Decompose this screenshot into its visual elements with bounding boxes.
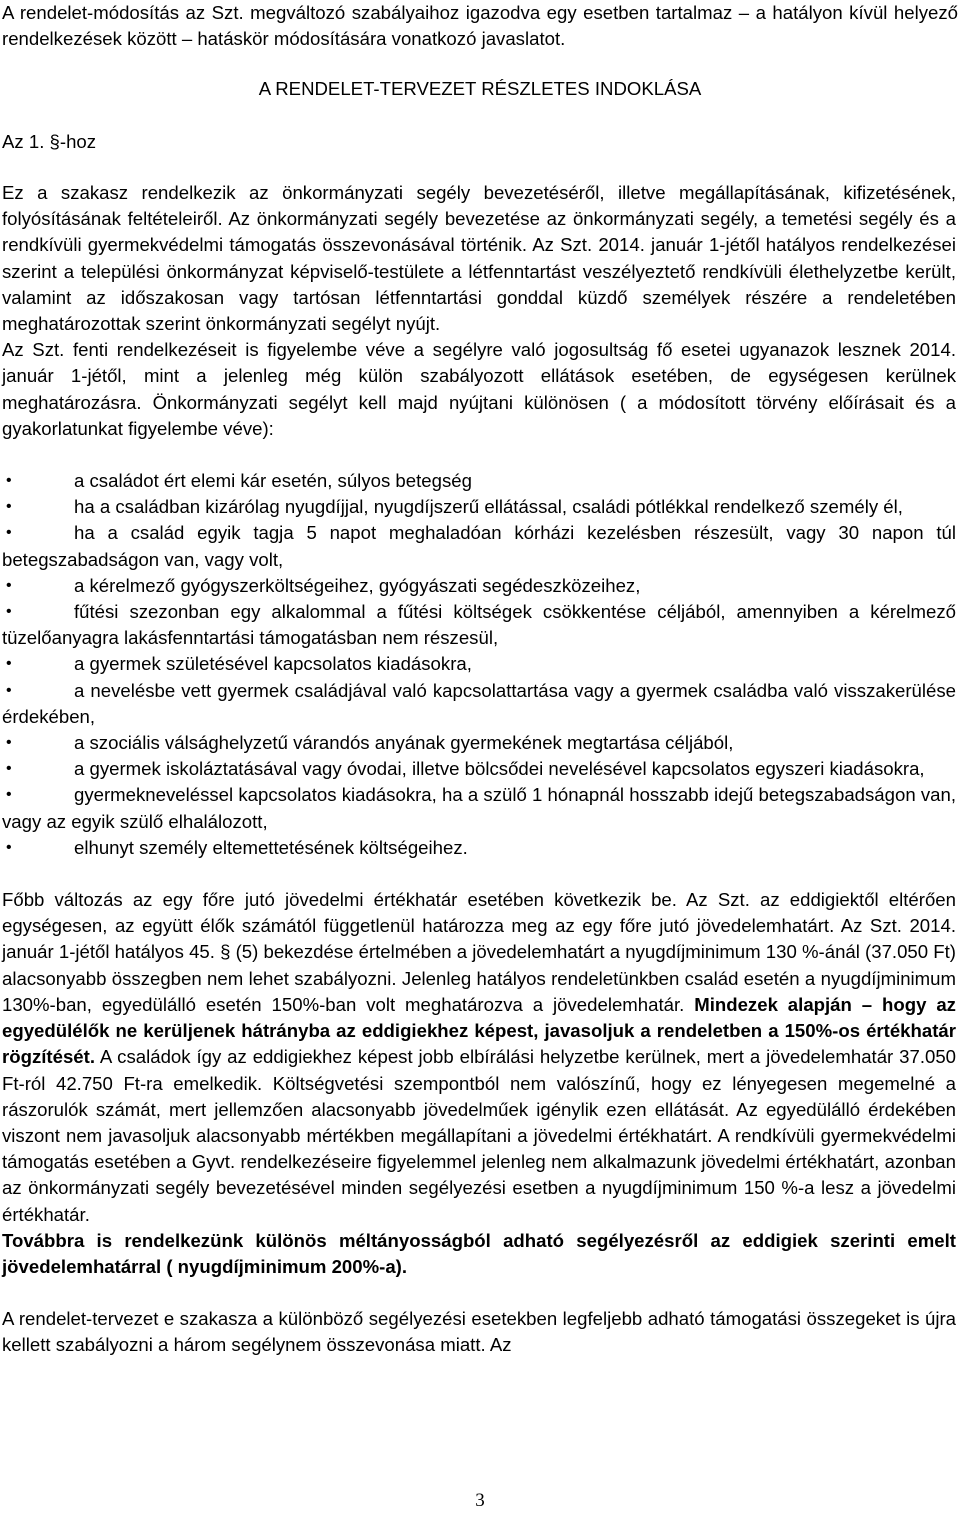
list-item: • elhunyt személy eltemettetésének költségeihez. xyxy=(0,835,958,861)
spacer xyxy=(0,442,958,468)
intro-paragraph: A rendelet-módosítás az Szt. megváltozó szabályaihoz igazodva egy esetben tartalmaz – a hatályon kívül helyező rendelkezések között – hatáskör módosítására vonatkozó javaslatot. xyxy=(2,2,958,50)
list-item: • ha a család egyik tagja 5 napot meghaladóan kórházi kezelésben részesült, vagy 30 napon túl betegszabadságon van, vagy volt, xyxy=(2,522,956,570)
bullet-icon: • xyxy=(6,603,12,621)
list-item: • ha a családban kizárólag nyugdíjjal, nyugdíjszerű ellátással, családi pótlékkal rendelkező személy él, xyxy=(0,494,958,520)
paragraph-1: Ez a szakasz rendelkezik az önkormányzati segély bevezetéséről, illetve megállapításának, kifizetésének, folyósításának feltételeiről. Az önkormányzati segély bevezetése az önkormányzati segély, a temetési segély és a rendkívüli gyermekvédelmi támogatás összevonásával történik. Az Szt. 2014. január 1-jétől hatályos rendelkezései szerint a települési önkormányzat képviselő-testülete a létfenntartást veszélyeztető rendkívüli élethelyzetbe került, valamint az időszakosan vagy tartósan létfenntartási gonddal küzdő személyek részére a rendeletében meghatározottak szerint önkormányzati segélyt nyújt. xyxy=(2,182,956,335)
paragraph-5: A rendelet-tervezet e szakasza a különböző segélyezési esetekben legfeljebb adható támogatási összegeket is újra kellett szabályozni a három segélynem összevonása miatt. Az xyxy=(2,1308,956,1356)
paragraph-3-bold: Mindezek alapján – hogy az egyedülélők ne kerüljenek hátrányba az eddigiekhez képest, javasoljuk a rendeletben a 150%-os értékhatár rögzítését. xyxy=(2,993,956,1068)
bullet-icon: • xyxy=(6,524,12,542)
section-heading-text: A RENDELET-TERVEZET RÉSZLETES INDOKLÁSA xyxy=(258,78,702,99)
paragraph-4: Továbbra is rendelkezünk különös méltányosságból adható segélyezésről az eddigiek szerinti emelt jövedelemhatárral ( nyugdíjminimum 200%-a). xyxy=(2,1229,956,1277)
list-item: • a szociális válsághelyzetű várandós anyának gyermekének megtartása céljából, xyxy=(0,730,958,756)
bullet-icon: • xyxy=(6,681,12,699)
list-item: • a családot ért elemi kár esetén, súlyos betegség xyxy=(0,468,958,494)
bullet-icon: • xyxy=(6,576,12,594)
bullet-icon: • xyxy=(6,472,12,490)
section-heading xyxy=(0,76,960,102)
bullet-icon: • xyxy=(6,786,12,804)
bullet-icon: • xyxy=(6,498,12,516)
body-text xyxy=(0,180,958,1359)
page-number: 3 xyxy=(475,1490,485,1511)
bullet-icon: • xyxy=(6,838,12,856)
list-item: • a gyermek iskoláztatásával vagy óvodai, illetve bölcsődei nevelésével kapcsolatos egyszeri kiadásokra, xyxy=(0,756,958,782)
spacer xyxy=(0,1280,958,1306)
bullet-icon: • xyxy=(6,655,12,673)
paragraph-3: Főbb változás az egy főre jutó jövedelmi értékhatár esetében következik be. Az Szt. az eddigiektől eltérően egységesen, az együtt élők számától függetlenül határozza meg az egy főre jutó jövedelemhatárt. Az Szt. 2014. január 1-jétől hatályos 45. § (5) bekezdése értelmében a jövedelemhatárt a nyugdíjminimum 130 %-ánál (37.050 Ft) alacsonyabb összegben nem lehet szabályozni. Jelenleg hatályos rendeletünkben család esetén a nyugdíjminimum 130%-ban, egyedülálló esetén 150%-ban volt meghatározva a jövedelemhatár. Mindezek alapján – hogy az egyedülélők ne kerüljenek hátrányba az eddigiekhez képest, javasoljuk a rendeletben a 150%-os értékhatár rögzítését. A családok így az eddigiekhez képest jobb elbírálási helyzetbe kerülnek, mert a jövedelemhatár 37.050 Ft-ról 42.750 Ft-ra emelkedik. Költségvetési szempontból nem valószínű, hogy ez lényegesen megemelné a rászorulók számát, mert jellemzően alacsonyabb jövedelműek igénylik ezen ellátását. Az egyedülálló érdekében viszont nem javasoljuk alacsonyabb mértékben megállapítani a jövedelmi értékhatárt. A rendkívüli gyermekvédelmi támogatás esetében a Gyvt. rendelkezéseire figyelemmel jelenleg nem alkalmazunk jövedelmi értékhatárt, azonban az önkormányzati segély bevezetésével minden segélyezési esetben a nyugdíjminimum 150 %-a lesz a jövedelmi értékhatár. xyxy=(2,889,957,1225)
list-item: • a gyermek születésével kapcsolatos kiadásokra, xyxy=(0,651,958,677)
list-item: • gyermekneveléssel kapcsolatos kiadásokra, ha a szülő 1 hónapnál hosszabb idejű betegszabadságon van, vagy az egyik szülő elhalálozott, xyxy=(2,784,956,832)
spacer xyxy=(0,861,958,887)
list-item: • fűtési szezonban egy alkalommal a fűtési költségek csökkentése céljából, amennyiben a kérelmező tüzelőanyagra lakásfenntartási támogatásban nem részesül, xyxy=(2,601,956,649)
paragraph-2: Az Szt. fenti rendelkezéseit is figyelembe véve a segélyre való jogosultság fő esetei ugyanazok lesznek 2014. január 1-jétől, mint a jelenleg még külön szabályozott ellátások esetében, de egységesen kerülnek meghatározásra. Önkormányzati segélyt kell majd nyújtani különösen ( a módosított törvény előírásait és a gyakorlatunkat figyelembe véve): xyxy=(2,339,956,439)
section-label: Az 1. §-hoz xyxy=(2,131,97,152)
list-item: • a nevelésbe vett gyermek családjával való kapcsolattartása vagy a gyermek családba való visszakerülése érdekében, xyxy=(2,679,956,727)
bullet-list xyxy=(0,468,958,861)
bullet-icon: • xyxy=(6,734,12,752)
bullet-icon: • xyxy=(6,760,12,778)
list-item: • a kérelmező gyógyszerköltségeihez, gyógyászati segédeszközeihez, xyxy=(0,573,958,599)
